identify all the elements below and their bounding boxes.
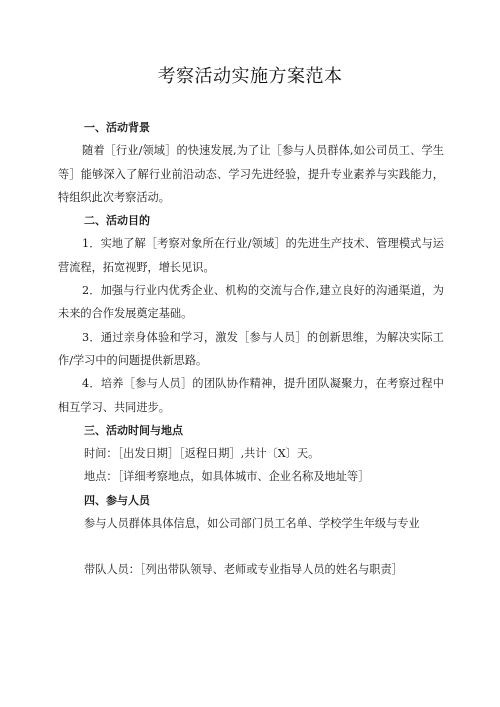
document-body — [58, 116, 444, 582]
document-title: 考察活动实施方案范本 — [157, 66, 343, 87]
section-heading-background: 一、活动背景 — [84, 121, 150, 134]
section-heading-time-place: 三、活动时间与地点 — [84, 423, 183, 437]
participant-group: 参与人员群体具体信息，如公司部门员工名单、学校学生年级与专业 — [84, 517, 420, 531]
activity-time: 时间：［出发日期］［返程日期］,共计〔X〕天。 — [84, 447, 320, 461]
background-paragraph: 随着［行业/领域］的快速发展,为了让［参与人员群体,如公司员工、学生等］能够深入了解行业前沿动态、学习先进经验，提升专业素养与实践能力，特组织此次考察活动。 — [58, 144, 444, 204]
goal-item-3: 3．通过亲身体验和学习，激发［参与人员］的创新思维，为解决实际工作/学习中的问题提供新思路。 — [58, 330, 444, 367]
goal-item-4: 4．培养［参与人员］的团队协作精神，提升团队凝聚力，在考察过程中相互学习、共同进步。 — [58, 377, 444, 414]
goal-item-1: 1．实地了解［考察对象所在行业/领域］的先进生产技术、管理模式与运营流程，拓宽视野，增长见识。 — [58, 237, 444, 274]
spacer — [58, 535, 444, 558]
section-heading-participants: 四、参与人员 — [84, 493, 150, 507]
section-heading-goals: 二、活动目的 — [84, 214, 150, 228]
team-leaders: 带队人员：［列出带队领导、老师或专业指导人员的姓名与职责］ — [84, 563, 403, 577]
activity-place: 地点：［详细考察地点，如具体城市、企业名称及地址等］ — [84, 470, 370, 484]
goal-item-2: 2．加强与行业内优秀企业、机构的交流与合作,建立良好的沟通渠道，为未来的合作发展奠定基础。 — [58, 284, 444, 321]
